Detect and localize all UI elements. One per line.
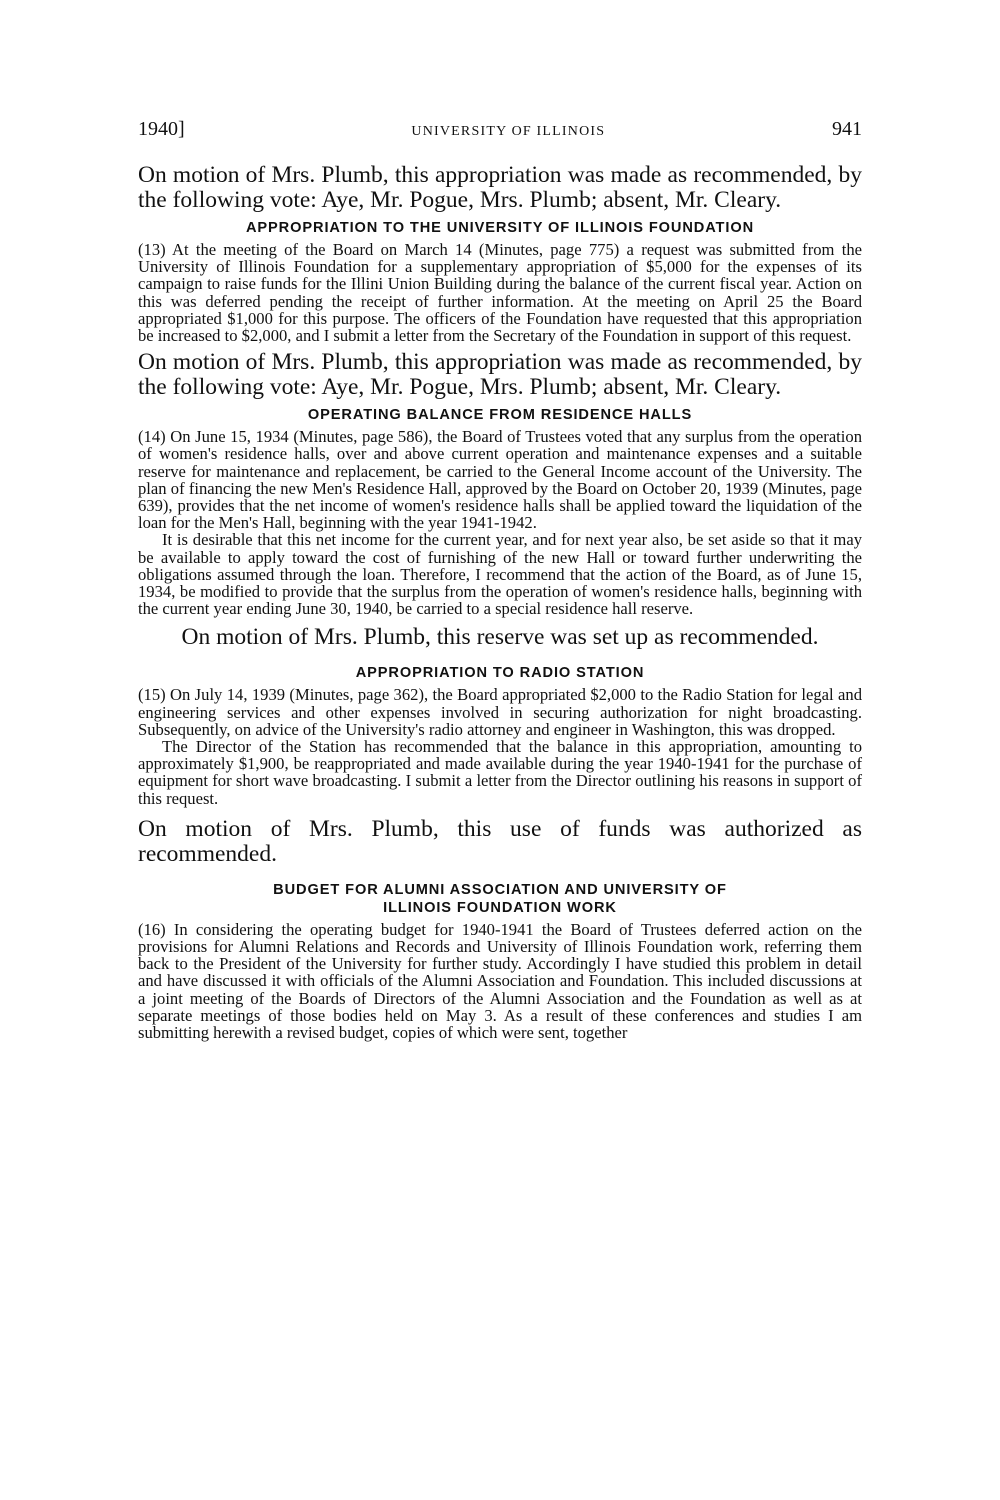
- document-page: [138, 118, 862, 1041]
- motion-paragraph: On motion of Mrs. Plumb, this reserve was set up as recommended.: [181, 624, 819, 651]
- body-paragraph-13: (13) At the meeting of the Board on March 14 (Minutes, page 775) a request was submitted from the University of Illinois Foundation for a supplementary appropriation of $5,000 for the expenses of its campaign to raise funds for the Illini Union Building during the balance of the current fiscal year. Action on this was deferred pending the receipt of further information. At the meeting on April 25 the Board appropriated $1,000 for this purpose. The officers of the Foundation have requested that this appropriation be increased to $2,000, and I submit a letter from the Secretary of the Foundation in support of this request.: [138, 240, 862, 346]
- body-paragraph-14a: (14) On June 15, 1934 (Minutes, page 586), the Board of Trustees voted that any surplus from the operation of women's residence halls, over and above current operation and maintenance expenses and a suitable reserve for maintenance and replacement, be carried to the General Income account of the University. The plan of financing the new Men's Residence Hall, approved by the Board on October 20, 1939 (Minutes, page 639), provides that the net income of women's residence halls shall be applied toward the liquidation of the loan for the Men's Hall, beginning with the year 1941-1942.: [138, 427, 862, 533]
- page-number: 941: [831, 118, 862, 140]
- motion-paragraph: On motion of Mrs. Plumb, this use of funds was authorized as recommended.: [138, 815, 862, 867]
- section-heading-16-line2: ILLINOIS FOUNDATION WORK: [383, 899, 617, 916]
- motion-paragraph: On motion of Mrs. Plumb, this appropriation was made as recommended, by the following vote: Aye, Mr. Pogue, Mrs. Plumb; absent, Mr. Cleary.: [138, 349, 862, 401]
- body-paragraph-16: (16) In considering the operating budget for 1940-1941 the Board of Trustees deferred action on the provisions for Alumni Relations and Records and University of Illinois Foundation work, referring them back to the President of the University for further study. Accordingly I have studied this problem in detail and have discussed it with officials of the Alumni Association and Foundation. This included discussions at a joint meeting of the Boards of Directors of the Alumni Association and the Foundation as well as at separate meetings of those bodies held on May 3. As a result of these conferences and studies I am submitting herewith a revised budget, copies of which were sent, together: [138, 919, 862, 1043]
- body-paragraph-15b: The Director of the Station has recommended that the balance in this appropriation, amounting to approximately $1,900, be reappropriated and made available during the year 1940-1941 for the purchase of equipment for short wave broadcasting. I submit a letter from the Director outlining his reasons in support of this request.: [138, 737, 862, 808]
- header-year: 1940]: [138, 118, 185, 140]
- header-title: UNIVERSITY OF ILLINOIS: [411, 124, 606, 139]
- body-paragraph-15a: (15) On July 14, 1939 (Minutes, page 362), the Board appropriated $2,000 to the Radio Station for legal and engineering services and other expenses involved in securing authorization for night broadcasting. Subsequently, on advice of the University's radio attorney and engineer in Washington, this was dropped.: [138, 685, 862, 739]
- section-heading-16: [138, 881, 862, 917]
- section-heading-16-line1: BUDGET FOR ALUMNI ASSOCIATION AND UNIVERSITY OF: [273, 881, 727, 898]
- running-header: [138, 118, 862, 154]
- motion-paragraph: On motion of Mrs. Plumb, this appropriation was made as recommended, by the following vote: Aye, Mr. Pogue, Mrs. Plumb; absent, Mr. Cleary.: [138, 162, 862, 213]
- section-heading-13: APPROPRIATION TO THE UNIVERSITY OF ILLINOIS FOUNDATION: [245, 220, 755, 236]
- body-paragraph-14b: It is desirable that this net income for the current year, and for next year also, be set aside so that it may be available to apply toward the cost of furnishing of the new Hall or toward further underwriting the obligations assumed through the loan. Therefore, I recommend that the action of the Board, as of June 15, 1934, be modified to provide that the surplus from the operation of women's residence halls, beginning with the current year ending June 30, 1940, be carried to a special residence hall reserve.: [138, 530, 862, 619]
- section-heading-14: OPERATING BALANCE FROM RESIDENCE HALLS: [307, 407, 693, 424]
- section-heading-15: APPROPRIATION TO RADIO STATION: [355, 665, 645, 682]
